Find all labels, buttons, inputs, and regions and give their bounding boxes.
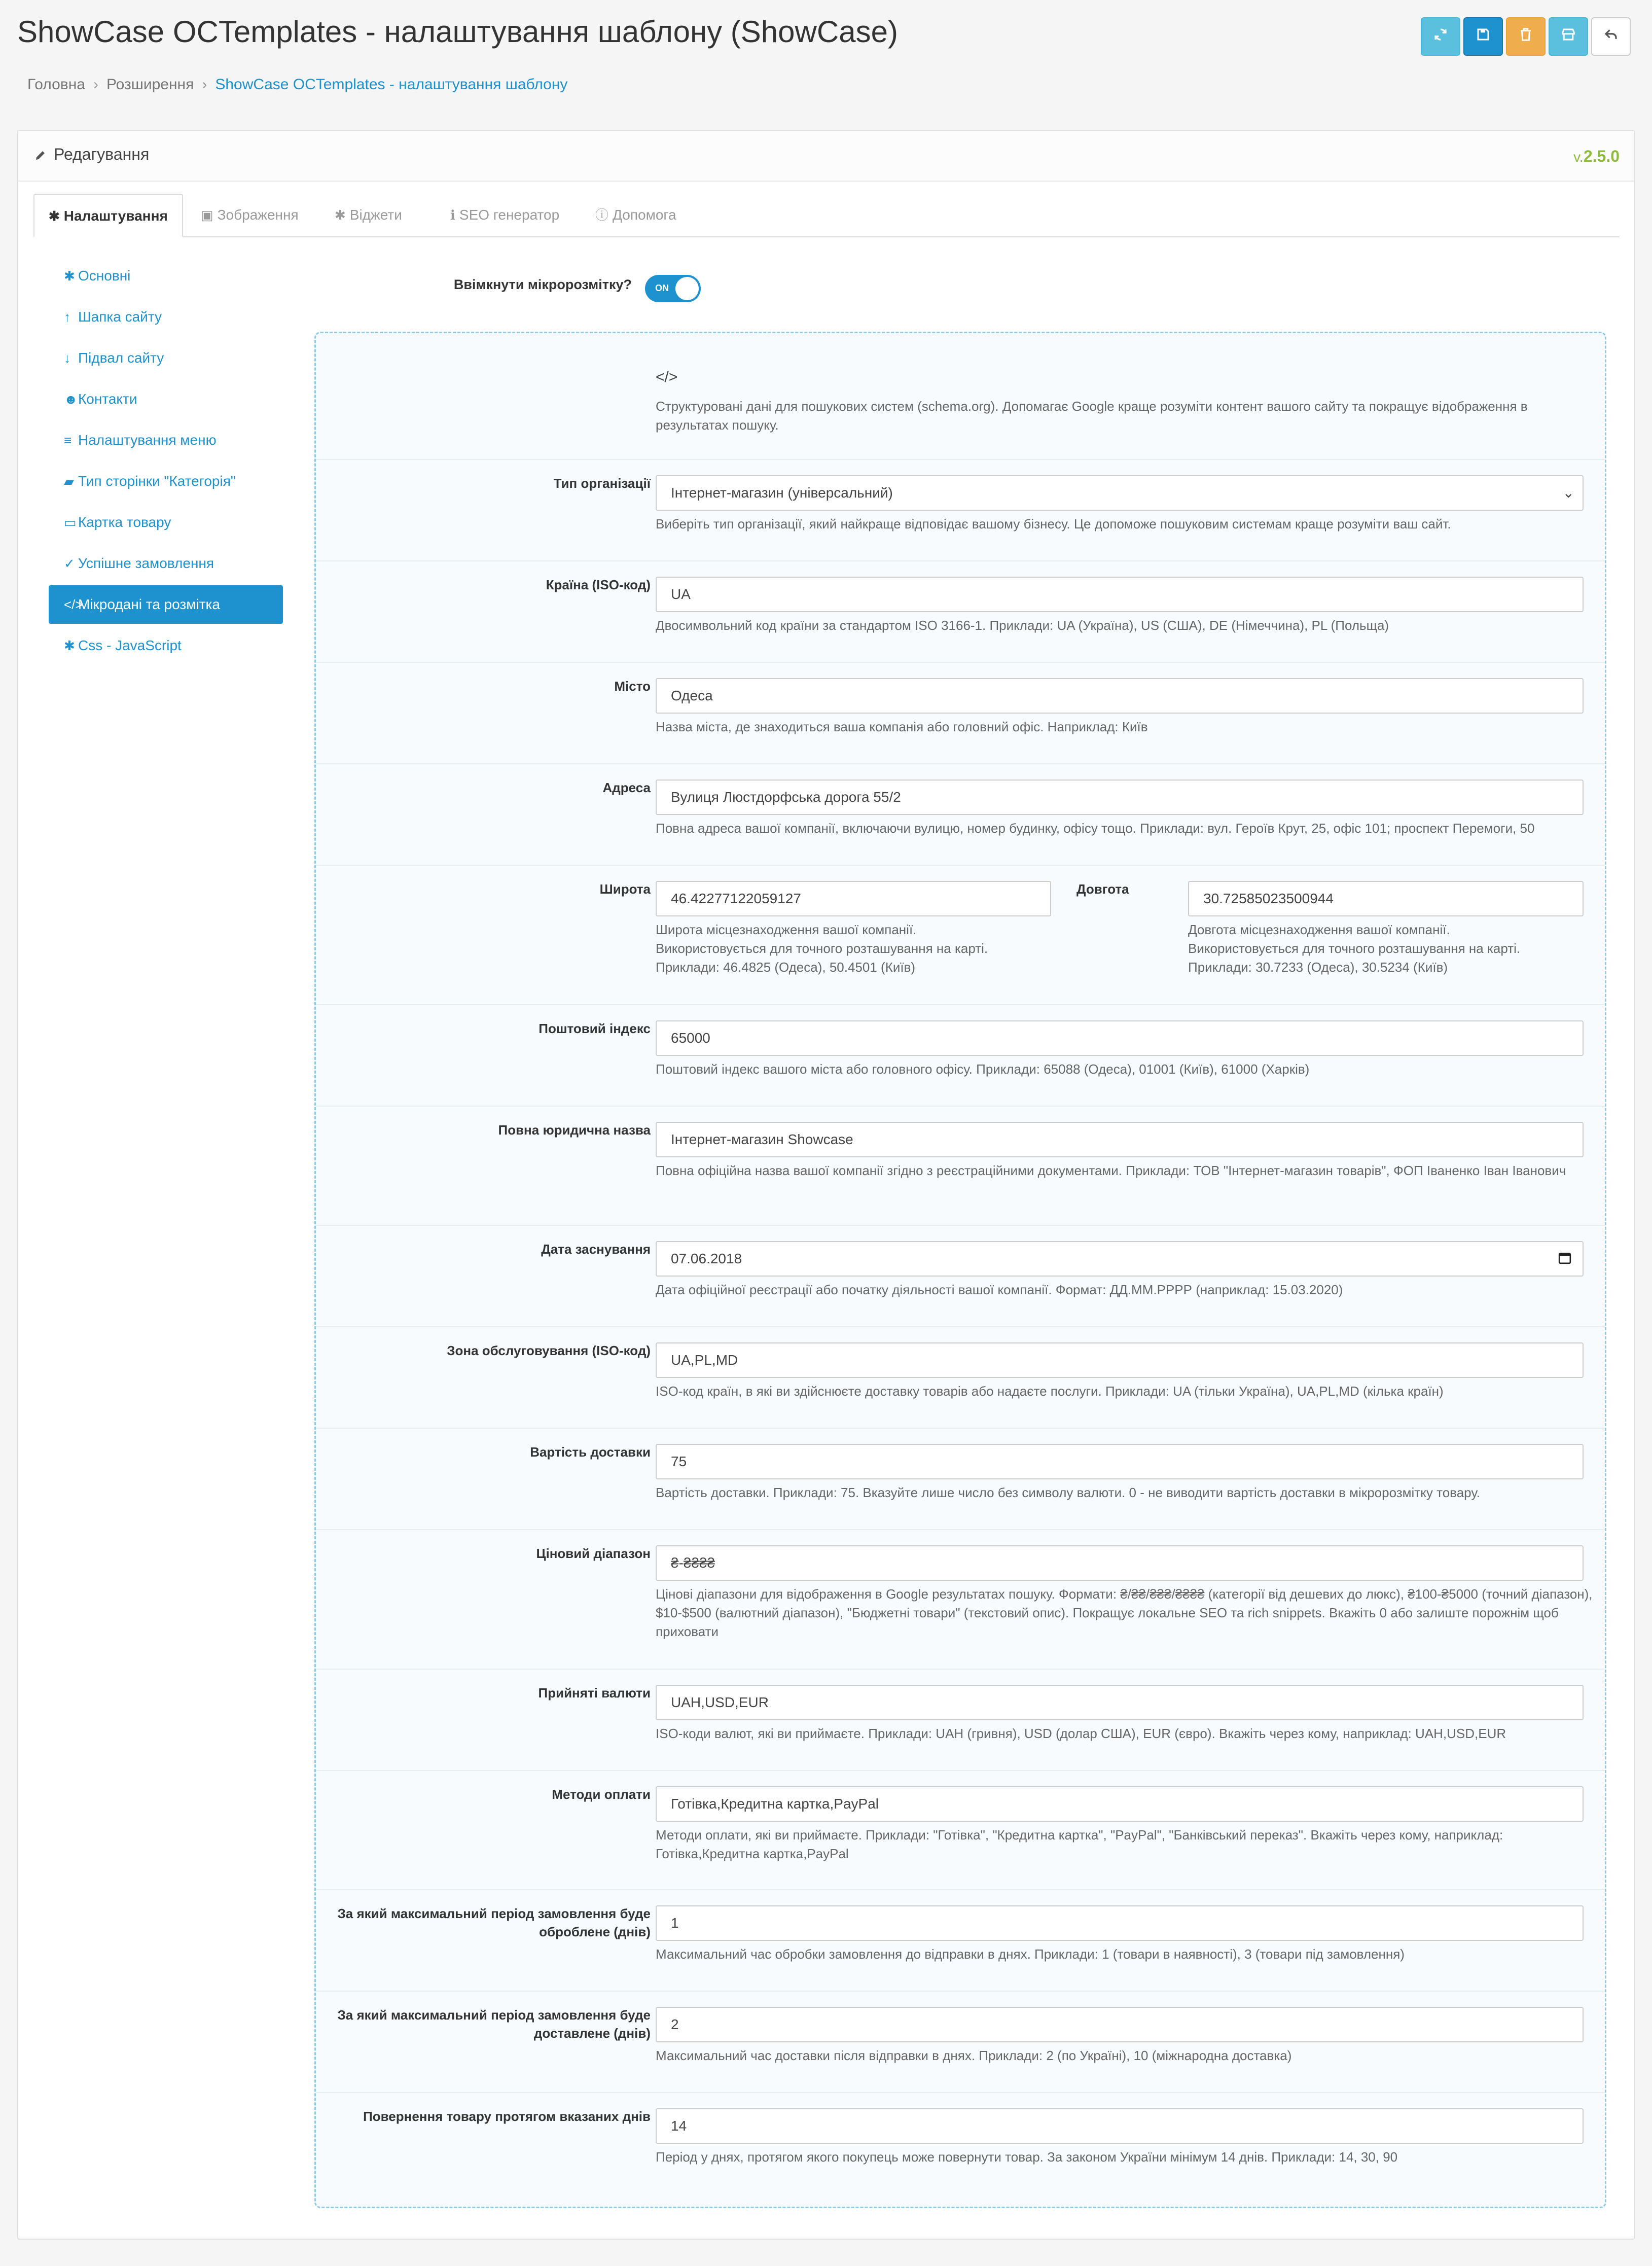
tab-settings[interactable] bbox=[33, 194, 183, 237]
longitude-help-line: Довгота місцезнаходження вашої компанії. bbox=[1188, 922, 1450, 937]
transit-label: За який максимальний період замовлення буде доставлене (днів) bbox=[337, 2007, 651, 2041]
handling-row bbox=[316, 1890, 1605, 1992]
sidebar-item-category-page[interactable] bbox=[49, 462, 283, 501]
refresh-icon bbox=[1433, 27, 1448, 46]
toggle-state: ON bbox=[655, 283, 669, 293]
users-icon: ☻ bbox=[64, 392, 78, 407]
sidebar-item-contacts[interactable] bbox=[49, 380, 283, 418]
currencies-input[interactable]: UAH,USD,EUR bbox=[656, 1685, 1584, 1720]
shipping-help: Вартість доставки. Приклади: 75. Вказуйте лише число без символу валюти. 0 - не виводити вартість доставки в мікророзмітку товару. bbox=[656, 1485, 1480, 1500]
shipping-label: Вартість доставки bbox=[530, 1444, 651, 1460]
page-header bbox=[0, 0, 1652, 112]
shipping-input[interactable]: 75 bbox=[656, 1444, 1584, 1479]
store-icon bbox=[1561, 27, 1576, 46]
returns-input[interactable]: 14 bbox=[656, 2108, 1584, 2144]
sidebar-item-footer[interactable] bbox=[49, 339, 283, 377]
handling-label: За який максимальний період замовлення буде оброблене (днів) bbox=[337, 1906, 651, 1939]
latitude-help bbox=[656, 920, 1051, 977]
shipping-row bbox=[316, 1429, 1605, 1530]
currencies-row bbox=[316, 1670, 1605, 1771]
founding-help: Дата офіційної реєстрації або початку діяльності вашої компанії. Формат: ДД.ММ.РРРР (наприклад: 15.03.2020) bbox=[656, 1282, 1343, 1297]
save-icon bbox=[1476, 27, 1491, 46]
sidebar-item-label: Картка товару bbox=[78, 514, 171, 530]
intro-text: Структуровані дані для пошукових систем (schema.org). Допомагає Google краще розуміти контент вашого сайту та покращує відображення в результатах пошуку. bbox=[656, 399, 1528, 433]
org-type-help: Виберіть тип організації, який найкраще відповідає вашому бізнесу. Це допоможе пошуковим системам краще розуміти ваш сайт. bbox=[656, 516, 1451, 532]
breadcrumb bbox=[27, 76, 567, 93]
latitude-help-line: Використовується для точного розташування на карті. bbox=[656, 941, 988, 956]
org-type-select[interactable] bbox=[656, 475, 1584, 511]
founding-value: 07.06.2018 bbox=[671, 1251, 742, 1266]
info-circle-icon: ⓘ bbox=[595, 207, 609, 223]
panel-heading bbox=[18, 131, 1634, 182]
country-label: Країна (ISO-код) bbox=[546, 577, 651, 592]
tab-label: Зображення bbox=[217, 207, 299, 223]
back-button[interactable] bbox=[1591, 17, 1631, 56]
sidebar-item-success-order[interactable] bbox=[49, 544, 283, 583]
trash-icon bbox=[1518, 27, 1533, 46]
tab-label: SEO генератор bbox=[459, 207, 560, 223]
org-type-row bbox=[316, 460, 1605, 561]
breadcrumb-separator: › bbox=[202, 76, 207, 93]
gear-icon: ✱ bbox=[335, 207, 346, 223]
price-range-help: Цінові діапазони для відображення в Google результатах пошуку. Формати: ₴/₴₴/₴₴₴/₴₴₴₴ (категорії від дешевих до люкс), ₴100-₴5000 (точний діапазон), $10-$500 (валютний діапазон), "Бюджетні товари" (текстовий опис). Покращує локальне SEO та rich snippets. Вкажіть 0 або залиште порожнім щоб приховати bbox=[656, 1586, 1593, 1639]
sidebar-item-menu-settings[interactable] bbox=[49, 421, 283, 459]
pencil-icon bbox=[34, 149, 47, 161]
version-prefix: v. bbox=[1573, 149, 1584, 165]
payments-row bbox=[316, 1771, 1605, 1890]
store-button[interactable] bbox=[1549, 17, 1588, 56]
returns-row bbox=[316, 2093, 1605, 2207]
intro-row bbox=[316, 333, 1605, 460]
sidebar-item-label: Мікродані та розмітка bbox=[78, 596, 220, 612]
refresh-button[interactable] bbox=[1421, 17, 1460, 56]
sidebar-item-label: Основні bbox=[78, 268, 131, 284]
city-help: Назва міста, де знаходиться ваша компанія або головний офіс. Наприклад: Київ bbox=[656, 719, 1148, 734]
microdata-settings-box bbox=[314, 332, 1606, 2208]
address-row bbox=[316, 764, 1605, 866]
longitude-help bbox=[1188, 920, 1584, 977]
breadcrumb-current[interactable]: ShowCase OCTemplates - налаштування шаблону bbox=[215, 76, 568, 93]
sidebar-item-label: Підвал сайту bbox=[78, 350, 164, 366]
gear-icon: ✱ bbox=[49, 208, 60, 224]
sidebar-item-css-js[interactable] bbox=[49, 626, 283, 665]
longitude-label: Довгота bbox=[1076, 881, 1129, 897]
latitude-help-line: Приклади: 46.4825 (Одеса), 50.4501 (Київ) bbox=[656, 960, 916, 975]
latitude-help-line: Широта місцезнаходження вашої компанії. bbox=[656, 922, 917, 937]
chevron-down-icon: ⌄ bbox=[1562, 485, 1574, 501]
toggle-knob bbox=[675, 277, 699, 300]
breadcrumb-extensions[interactable]: Розширення bbox=[106, 76, 194, 93]
founding-row bbox=[316, 1226, 1605, 1327]
country-input[interactable]: UA bbox=[656, 577, 1584, 612]
payments-input[interactable]: Готівка,Кредитна картка,PayPal bbox=[656, 1786, 1584, 1822]
org-type-value: Інтернет-магазин (універсальний) bbox=[671, 485, 893, 501]
currencies-help: ISO-коди валют, які ви приймаєте. Приклади: UAH (гривня), USD (долар США), EUR (євро). Вкажіть через кому, наприклад: UAH,USD,EUR bbox=[656, 1726, 1506, 1741]
microdata-toggle[interactable] bbox=[645, 275, 701, 302]
city-label: Місто bbox=[614, 679, 651, 694]
tab-images[interactable] bbox=[187, 194, 313, 237]
legal-name-label: Повна юридична назва bbox=[498, 1122, 651, 1138]
legal-name-input[interactable]: Інтернет-магазин Showcase bbox=[656, 1122, 1584, 1157]
area-label: Зона обслуговування (ISO-код) bbox=[447, 1343, 651, 1358]
country-row bbox=[316, 561, 1605, 663]
save-button[interactable] bbox=[1463, 17, 1503, 56]
price-range-row bbox=[316, 1530, 1605, 1670]
transit-row bbox=[316, 1992, 1605, 2093]
breadcrumb-separator: › bbox=[93, 76, 98, 93]
calendar-icon[interactable] bbox=[1558, 1251, 1571, 1264]
sidebar-item-product-card[interactable] bbox=[49, 503, 283, 542]
area-help: ISO-код країн, в які ви здійснюєте доставку товарів або надаєте послуги. Приклади: UA (тільки Україна), UA,PL,MD (кілька країн) bbox=[656, 1384, 1444, 1399]
gear-icon: ✱ bbox=[64, 268, 75, 284]
postal-row bbox=[316, 1005, 1605, 1107]
legal-name-help: Повна офіційна назва вашої компанії згідно з реєстраційними документами. Приклади: ТОВ "Інтернет-магазин товарів", ФОП Іваненко Іван Іванович bbox=[656, 1163, 1566, 1178]
address-help: Повна адреса вашої компанії, включаючи вулицю, номер будинку, офісу тощо. Приклади: вул. Героїв Крут, 25, офіс 101; проспект Перемоги, 50 bbox=[656, 821, 1535, 836]
sidebar-item-header[interactable] bbox=[49, 298, 283, 336]
tab-help[interactable] bbox=[581, 194, 691, 237]
returns-label: Повернення товару протягом вказаних днів bbox=[363, 2109, 651, 2124]
sidebar-item-label: Успішне замовлення bbox=[78, 555, 214, 571]
coordinates-row bbox=[316, 866, 1605, 1005]
panel-title-text: Редагування bbox=[54, 145, 150, 163]
org-type-label: Тип організації bbox=[553, 476, 651, 491]
returns-help: Період у днях, протягом якого покупець може повернути товар. За законом України мінімум 14 днів. Приклади: 14, 30, 90 bbox=[656, 2149, 1398, 2165]
microdata-toggle-label: Ввімкнути мікророзмітку? bbox=[453, 277, 632, 292]
arrow-down-icon: ↓ bbox=[64, 350, 70, 366]
area-row bbox=[316, 1327, 1605, 1429]
tab-label: Віджети bbox=[349, 207, 402, 223]
payments-label: Методи оплати bbox=[552, 1787, 651, 1802]
tab-bar bbox=[33, 194, 1620, 237]
handling-input[interactable]: 1 bbox=[656, 1905, 1584, 1941]
code-icon: </> bbox=[64, 597, 83, 612]
version-number: 2.5.0 bbox=[1583, 147, 1620, 165]
latitude-label: Широта bbox=[599, 881, 651, 897]
gear-icon: ✱ bbox=[64, 638, 75, 653]
sidebar-item-microdata[interactable] bbox=[49, 585, 283, 624]
tab-seo-generator[interactable] bbox=[436, 194, 573, 237]
currencies-label: Прийняті валюти bbox=[538, 1685, 651, 1701]
code-icon: </> bbox=[656, 369, 678, 385]
longitude-help-line: Приклади: 30.7233 (Одеса), 30.5234 (Київ) bbox=[1188, 960, 1448, 975]
latitude-input[interactable]: 46.42277122059127 bbox=[656, 881, 1051, 916]
payments-help: Методи оплати, які ви приймаєте. Приклади: "Готівка", "Кредитна картка", "PayPal", "Банківський переказ". Вкажіть через кому, наприклад: Готівка,Кредитна картка,PayPal bbox=[656, 1827, 1503, 1861]
city-input[interactable]: Одеса bbox=[656, 678, 1584, 714]
sidebar-item-label: Налаштування меню bbox=[78, 432, 217, 448]
transit-help: Максимальний час доставки після відправки в днях. Приклади: 2 (по Україні), 10 (міжнародна доставка) bbox=[656, 2048, 1292, 2063]
breadcrumb-home[interactable]: Головна bbox=[27, 76, 85, 93]
founding-label: Дата заснування bbox=[541, 1242, 651, 1257]
sidebar-item-label: Шапка сайту bbox=[78, 309, 162, 325]
desktop-icon: ▭ bbox=[64, 515, 77, 530]
info-icon: ℹ bbox=[450, 207, 455, 223]
check-circle-icon: ✓ bbox=[64, 556, 75, 571]
folder-icon: ▰ bbox=[64, 474, 74, 489]
address-label: Адреса bbox=[602, 780, 651, 795]
sidebar-item-label: Тип сторінки "Категорія" bbox=[78, 473, 236, 489]
longitude-input[interactable]: 30.72585023500944 bbox=[1188, 881, 1584, 916]
tab-label: Налаштування bbox=[63, 208, 168, 224]
price-range-input[interactable]: ₴-₴₴₴₴ bbox=[656, 1545, 1584, 1581]
sidebar-item-label: Контакти bbox=[78, 391, 137, 407]
area-input[interactable]: UA,PL,MD bbox=[656, 1342, 1584, 1378]
arrow-up-icon: ↑ bbox=[64, 309, 70, 325]
handling-help: Максимальний час обробки замовлення до відправки в днях. Приклади: 1 (товари в наявності), 3 (товари під замовлення) bbox=[656, 1946, 1405, 1962]
edit-panel bbox=[17, 130, 1635, 2240]
postal-help: Поштовий індекс вашого міста або головного офісу. Приклади: 65088 (Одеса), 01001 (Київ), 61000 (Харків) bbox=[656, 1061, 1310, 1077]
price-range-label: Ціновий діапазон bbox=[536, 1546, 651, 1561]
founding-date-input[interactable] bbox=[656, 1241, 1584, 1277]
panel-title bbox=[34, 145, 149, 164]
sidebar-item-main[interactable] bbox=[49, 257, 283, 295]
tab-widgets[interactable] bbox=[320, 194, 416, 237]
reply-icon bbox=[1603, 27, 1619, 46]
longitude-help-line: Використовується для точного розташування на карті. bbox=[1188, 941, 1521, 956]
legal-name-row bbox=[316, 1107, 1605, 1226]
tab-label: Допомога bbox=[613, 207, 676, 223]
postal-input[interactable]: 65000 bbox=[656, 1020, 1584, 1056]
bars-icon: ≡ bbox=[64, 433, 72, 448]
version-label bbox=[1573, 147, 1620, 166]
postal-label: Поштовий індекс bbox=[538, 1021, 651, 1036]
address-input[interactable]: Вулиця Люстдорфська дорога 55/2 bbox=[656, 780, 1584, 815]
sidebar-item-label: Css - JavaScript bbox=[78, 638, 182, 653]
delete-button[interactable] bbox=[1506, 17, 1546, 56]
image-icon: ▣ bbox=[201, 207, 213, 223]
city-row bbox=[316, 663, 1605, 764]
page-title: ShowCase OCTemplates - налаштування шаблону (ShowCase) bbox=[17, 15, 898, 49]
transit-input[interactable]: 2 bbox=[656, 2007, 1584, 2042]
country-help: Двосимвольний код країни за стандартом ISO 3166-1. Приклади: UA (Україна), US (США), DE (Німеччина), PL (Польща) bbox=[656, 618, 1389, 633]
